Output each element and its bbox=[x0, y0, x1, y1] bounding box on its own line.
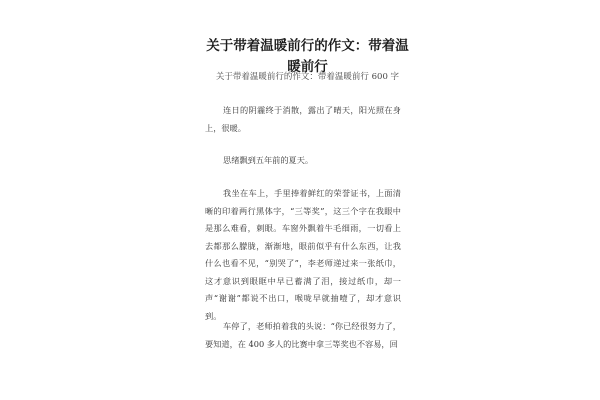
paragraph-1: 连日的阴霾终于消散，露出了晴天，阳光照在身上，很暖。 bbox=[205, 105, 401, 133]
paragraph-3: 我坐在车上，手里捧着鲜红的荣誉证书，上面清晰的印着两行黑体字，“三等奖”，这三个字在我眼中是那么难看，刺眼。车窗外飘着牛毛细雨，一切看上去都那么朦胧，渐渐地，眼前似乎有什么东西，让我什么也看不见，“别哭了”，李老师递过来一张纸巾，这才意识到眼眶中早已蓄满了泪，接过纸巾，却一声“谢谢”都说不出口，喉咙早就抽噎了，却才意识到。 bbox=[205, 188, 401, 321]
paragraph-2: 思绪飘到五年前的夏天。 bbox=[223, 155, 314, 165]
article-title: 关于带着温暖前行的作文：带着温暖前行 bbox=[206, 38, 409, 75]
paragraph-4: 车停了，老师拍着我的头说：“你已经很努力了，要知道，在 400 多人的比赛中拿三等奖也不容易，回 bbox=[205, 321, 401, 349]
article-subtitle: 关于带着温暖前行的作文：带着温暖前行 600 字 bbox=[215, 72, 400, 82]
